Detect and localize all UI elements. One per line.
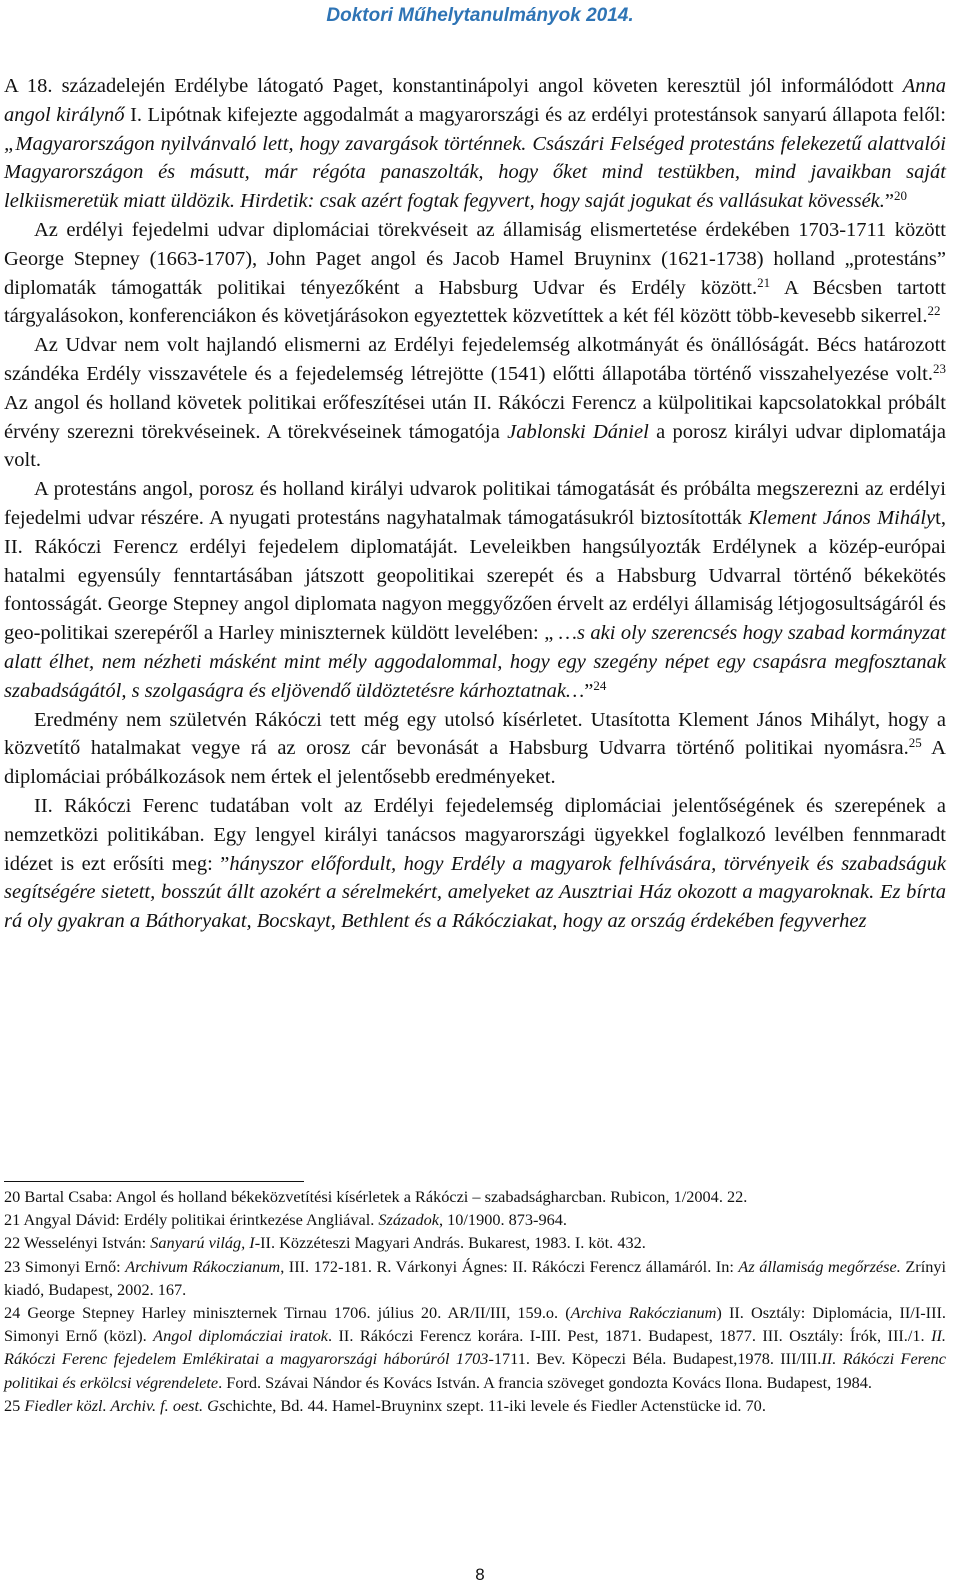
italic-text: Klement János Mihály (748, 506, 936, 529)
text-run: I. Lipótnak kifejezte aggodalmát a magyarországi és az erdélyi protestánsok sanyarú állapota felől: (124, 103, 946, 126)
footnote-21 (4, 1208, 946, 1231)
footnote-ref: 24 (593, 677, 607, 693)
footnote-24 (4, 1301, 946, 1394)
text-run: chichte, Bd. 44. Hamel-Bruyninx szept. 11-iki levele és Fiedler Actenstücke id. 70. (225, 1395, 766, 1415)
text-run: ) II. Osztály: Diplomácia, II/I-III. Simonyi Ernő (közl). (4, 1303, 946, 1346)
text-run: A protestáns angol, porosz és holland királyi udvarok politikai támogatását és próbálta megszerezni az erdélyi fejedelmi udvar részére. A nyugati protestáns nagyhatalmak támogatásukról biztosították (4, 478, 946, 529)
text-run: A diplomáciai próbálkozások nem értek el jelentősebb eredményeket. (4, 737, 946, 789)
paragraph (4, 72, 946, 216)
footnote-ref: 22 (927, 303, 941, 319)
italic-text: hányszor előfordult, hogy Erdély a magyarok felhívására, törvényeik és szabadságuk segítségére sietett, bosszút állt azokért a sérelmekért, amelyeket az Ausztriai Ház okozott a magyaroknak. Ez bírta rá oly gyakran a Báthoryakat, Bocskayt, Bethlent és a Rákócziakat, hogy az ország érdekében fegyverhez (4, 852, 946, 933)
text-run: 24 George Stepney Harley miniszternek Tirnau 1706. július 20. AR/II/III, 159.o. ( (4, 1303, 571, 1323)
text-run: A 18. századelején Erdélybe látogató Paget, konstantinápolyi angol követen keresztül jól informálódott (4, 75, 903, 97)
italic-text: …s aki oly szerencsés hogy szabad kormányzat alatt élhet, nem nézheti másként mint mély aggodalommal, hogy egy szegény népet egy csapásra megfosztanak szabadságától, s szolgaságra és eljövendő üldöztetésre kárhoztatnak… (4, 622, 946, 702)
text-run: 20 Bartal Csaba: Angol és holland békeközvetítési kísérletek a Rákóczi – szabadságharcban. Rubicon, 1/2004. 22. (4, 1187, 748, 1206)
main-text (4, 72, 946, 936)
text-run: 23 Simonyi Ernő: (4, 1256, 126, 1276)
text-run: 22 Wesselényi István: (4, 1233, 151, 1253)
italic-text: Fiedler közl. Archiv. f. oest. Gs (24, 1395, 226, 1415)
paragraph (4, 216, 946, 331)
text-run: Az angol és holland követek politikai erőfeszítései után II. Rákóczi Ferencz a külpolitikai kapcsolatokkal próbált érvény szerezni törekvéseinek. A törekvéseinek támogatója (4, 391, 946, 443)
paragraph (4, 331, 946, 475)
footnote-ref: 25 (908, 735, 922, 751)
text-run: Eredmény nem születvén Rákóczi tett még egy utolsó kísérletet. Utasította Klement János Mihályt, hogy a közvetítő hatalmakat vegye rá az orosz cár bevonását a Habsburg Udvarra történő politikai nyomásra. (4, 708, 946, 760)
text-run: ” (584, 679, 594, 702)
paragraph (4, 706, 946, 792)
italic-text: II. Rákóczi Ferenc politikai és erkölcsi végrendelete (4, 1349, 946, 1392)
text-run: -II. Közzéteszi Magyari András. Bukarest, 1983. I. köt. 432. (254, 1233, 646, 1253)
footnote-ref: 21 (757, 274, 771, 290)
italic-text: Archivum Rákoczianum (125, 1256, 281, 1276)
text-run: . II. Rákóczi Ferencz korára. I-III. Pest, 1871. Budapest, 1877. III. Osztály: Írók, III./1. (327, 1326, 932, 1346)
text-run: A Bécsben tartott tárgyalásokon, konferenciákon és követjárásokon egyeztettek közvetíttek a két fél között több-kevesebb sikerrel. (4, 276, 946, 328)
text-run: , 10/1900. 873-964. (438, 1210, 567, 1230)
text-run: t, II. Rákóczi Ferencz erdélyi fejedelem diplomatáját. Leveleikben hangsúlyozták Erdélynek a közép-európai hatalmi egyensúly fenntartásában játszott geopolitikai szerepét és a Habsburg Udvarral történő békekötés fontosságát. George Stepney angol diplomata nagyon meggyőzően érvelt az erdélyi államiság létjogosultságáról és geo-politikai szerepéről a Harley miniszternek küldött levelében: „ (4, 506, 946, 645)
italic-text: Anna angol királynő (4, 75, 946, 126)
italic-text: Archiva Rakóczianum (570, 1303, 717, 1323)
footnote-25 (4, 1394, 946, 1417)
italic-text: Angol diplomácziai iratok (153, 1326, 328, 1346)
footnote-ref: 20 (894, 188, 907, 204)
text-run: . Ford. Szávai Nándor és Kovács István. A francia szöveget gondozta Kovács Ilona. Budapest, 1984. (218, 1372, 872, 1392)
text-run: , III. 172-181. R. Várkonyi Ágnes: II. Rákóczi Ferencz államáról. In: (280, 1256, 739, 1276)
italic-text: Az államiság megőrzése. (738, 1256, 901, 1276)
footnote-separator (4, 1181, 304, 1182)
footnote-20 (4, 1185, 946, 1208)
page-number: 8 (475, 1565, 485, 1584)
running-header: Doktori Műhelytanulmányok 2014. (326, 5, 634, 26)
footnotes (4, 1185, 946, 1417)
text-run: 1711. Bev. Köpeczi Béla. Budapest,1978. III/III. (493, 1349, 822, 1369)
footnote-22 (4, 1231, 946, 1254)
text-run: 21 Angyal Dávid: Erdély politikai érintkezése Angliával. (4, 1210, 379, 1230)
paragraph (4, 792, 946, 936)
text-run: Zrínyi kiadó, Budapest, 2002. 167. (4, 1256, 947, 1299)
text-run: II. Rákóczi Ferenc tudatában volt az Erdélyi fejedelemség diplomáciai jelentőségének és szerepének a nemzetközi politikában. Egy lengyel királyi tanácsos magyarországi ügyekkel foglalkozó levélben fennmaradt idézet is ezt erősíti meg: ” (4, 794, 946, 875)
footnote-23 (4, 1255, 946, 1301)
text-run: 25 (4, 1395, 25, 1415)
italic-text: II. Rákóczi Ferenc fejedelem Emlékiratai a magyarországi háborúról 1703- (4, 1326, 946, 1369)
italic-text: Sanyarú világ, I (150, 1233, 255, 1253)
paragraph (4, 475, 946, 705)
text-run: a porosz királyi udvar diplomatája volt. (4, 420, 946, 472)
footnote-ref: 23 (933, 360, 946, 376)
italic-text: „Magyarországon nyilvánvaló lett, hogy zavargások történnek. Császári Felséged protestáns felekezetű alattvalói Magyarországon és másutt, már régóta panaszolták, hogy őket mind testükben, mind javaikban saját lelkiismeretük miatt üldözik. Hirdetik: csak azért fogtak fegyvert, hogy saját jogukat és vallásukat kövessék. (4, 132, 946, 213)
text-run: ” (884, 190, 894, 213)
text-run: Az Udvar nem volt hajlandó elismerni az Erdélyi fejedelemség alkotmányát és önállóságát. Bécs határozott szándéka Erdély visszavétele és a fejedelemség létrejötte (1541) előtti állapotába történő visszahelyezése volt. (4, 334, 946, 385)
text-run: Az erdélyi fejedelmi udvar diplomáciai törekvéseit az államiság elismertetése érdekében 1703-1711 között George Stepney (1663-1707), John Paget angol és Jacob Hamel Bruyninx (1621-1738) holland „protestáns” diplomaták támogatták politikai tényezőként a Habsburg Udvar és Erdély között. (4, 218, 946, 299)
italic-text: Jablonski Dániel (507, 420, 649, 443)
italic-text: Századok (378, 1210, 439, 1230)
